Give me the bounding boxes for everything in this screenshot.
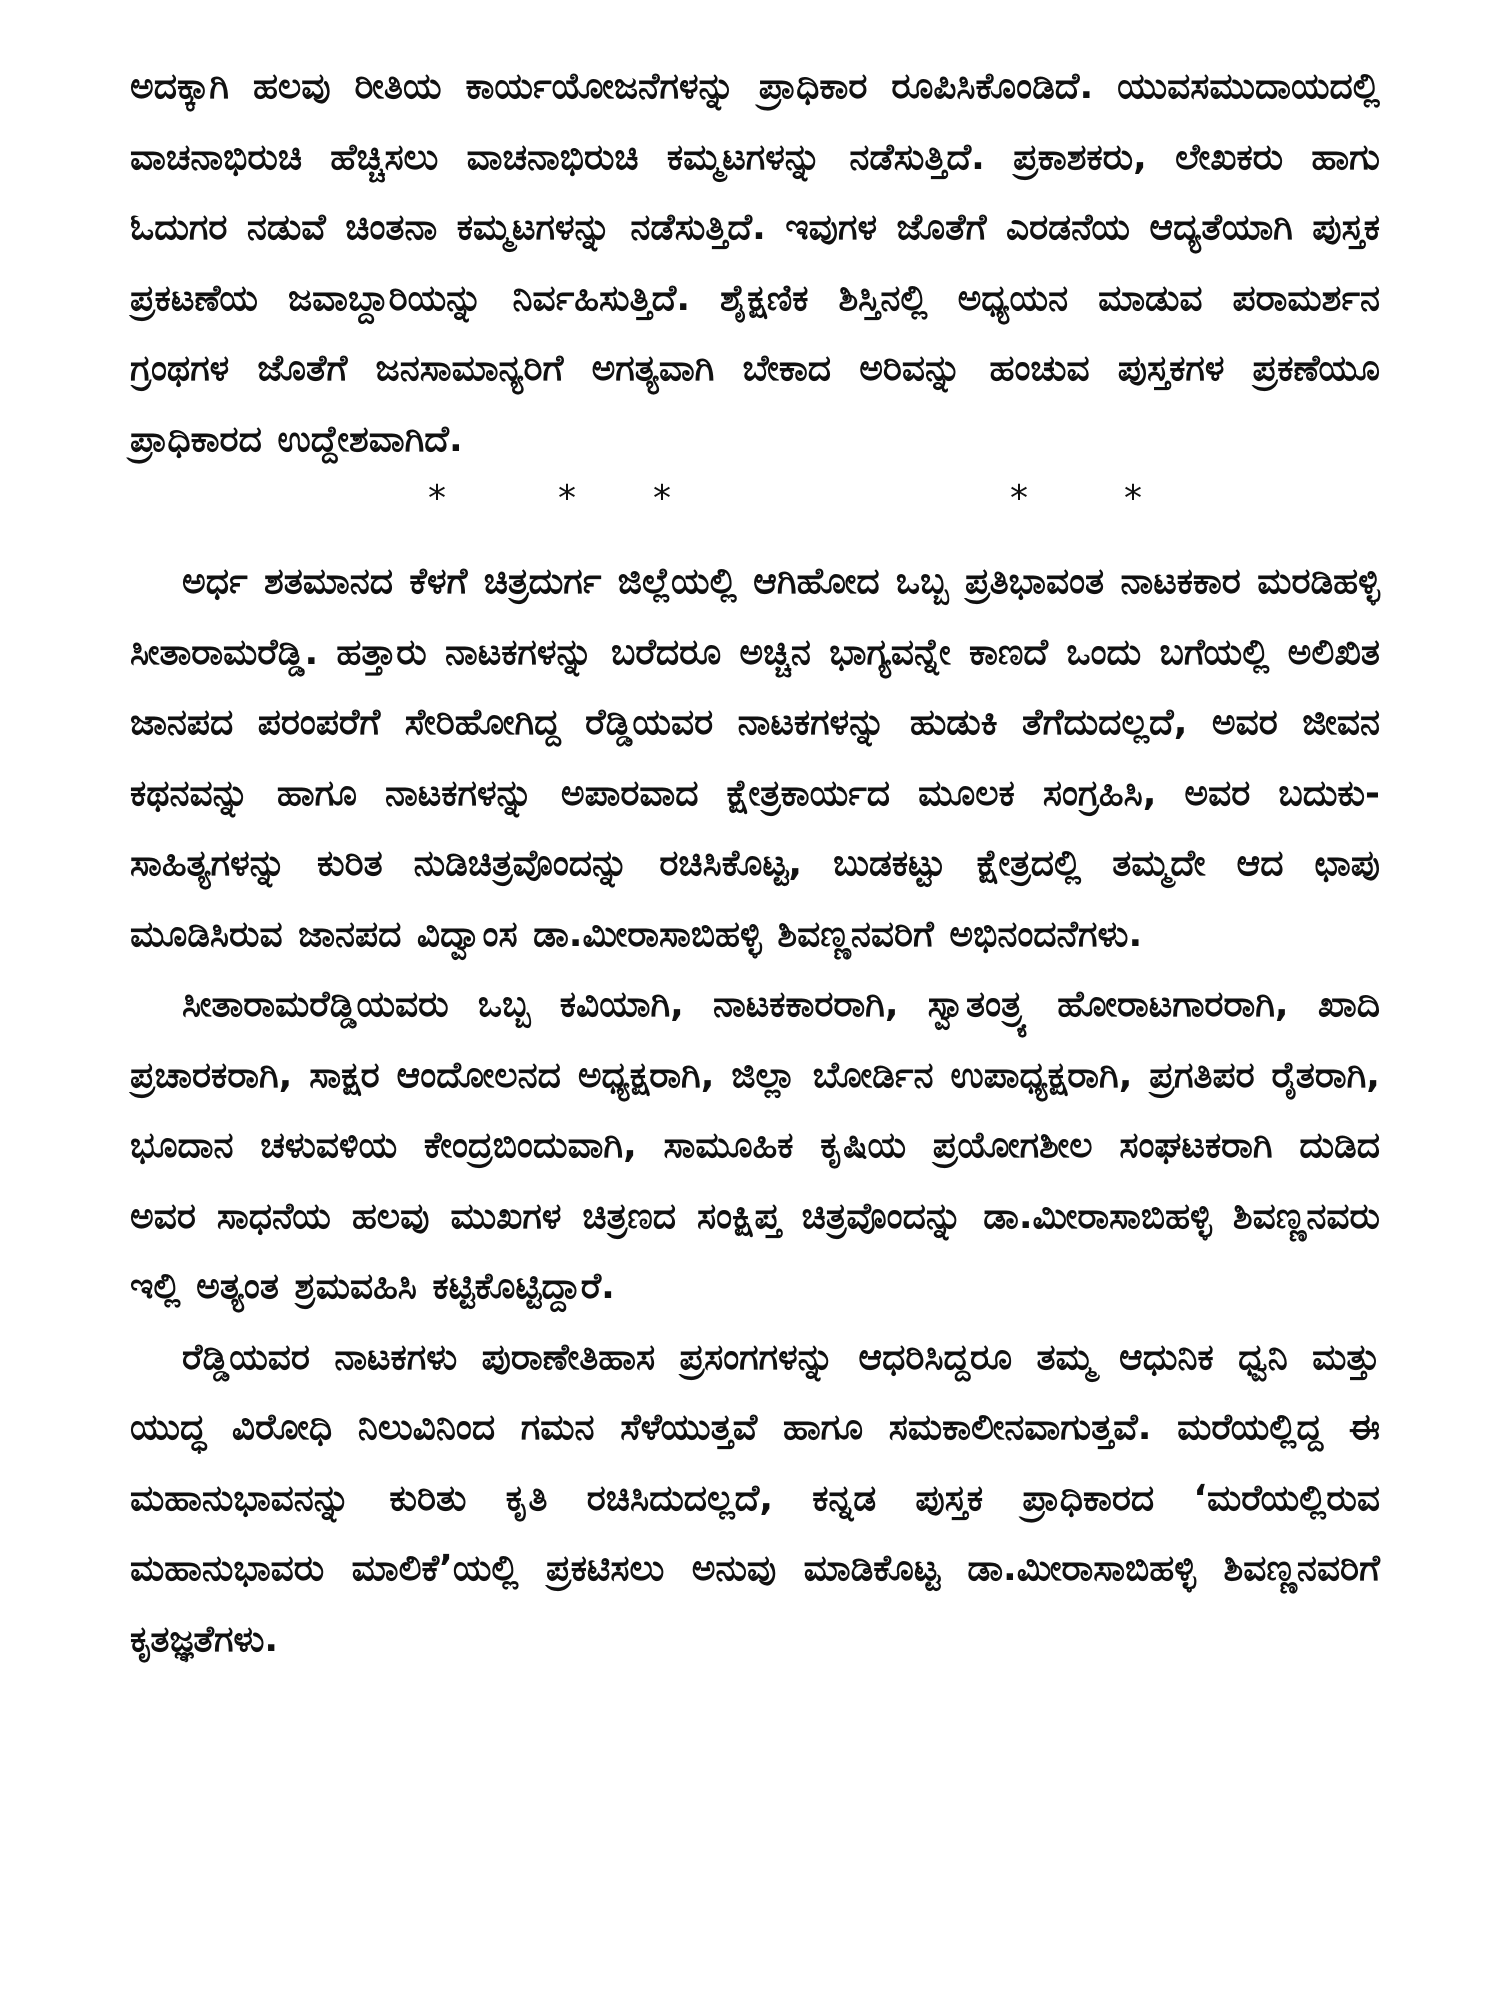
separator-star: * [1124,478,1142,519]
paragraph-about-playwright: ಅರ್ಧ ಶತಮಾನದ ಕೆಳಗೆ ಚಿತ್ರದುರ್ಗ ಜಿಲ್ಲೆಯಲ್ಲಿ ಆಗಿಹೋದ ಒಬ್ಬ ಪ್ರತಿಭಾವಂತ ನಾಟಕಕಾರ ಮರಡಿಹಳ್ಳಿ ಸೀತಾರಾಮರೆಡ್ಡಿ. ಹತ್ತಾರು ನಾಟಕಗಳನ್ನು ಬರೆದರೂ ಅಚ್ಚಿನ ಭಾಗ್ಯವನ್ನೇ ಕಾಣದೆ ಒಂದು ಬಗೆಯಲ್ಲಿ ಅಲಿಖಿತ ಜಾನಪದ ಪರಂಪರೆಗೆ ಸೇರಿಹೋಗಿದ್ದ ರೆಡ್ಡಿಯವರ ನಾಟಕಗಳನ್ನು ಹುಡುಕಿ ತೆಗೆದುದಲ್ಲದೆ, ಅವರ ಜೀವನ ಕಥನವನ್ನು ಹಾಗೂ ನಾಟಕಗಳನ್ನು ಅಪಾರವಾದ ಕ್ಷೇತ್ರಕಾರ್ಯದ ಮೂಲಕ ಸಂಗ್ರಹಿಸಿ, ಅವರ ಬದುಕು-ಸಾಹಿತ್ಯಗಳನ್ನು ಕುರಿತ ನುಡಿಚಿತ್ರವೊಂದನ್ನು ರಚಿಸಿಕೊಟ್ಟ, ಬುಡಕಟ್ಟು ಕ್ಷೇತ್ರದಲ್ಲಿ ತಮ್ಮದೇ ಆದ ಛಾಪು ಮೂಡಿಸಿರುವ ಜಾನಪದ ವಿದ್ವಾಂಸ ಡಾ.ಮೀರಾಸಾಬಿಹಳ್ಳಿ ಶಿವಣ್ಣನವರಿಗೆ ಅಭಿನಂದನೆಗಳು. [130,561,1380,955]
paragraph-gratitude: ರೆಡ್ಡಿಯವರ ನಾಟಕಗಳು ಪುರಾಣೇತಿಹಾಸ ಪ್ರಸಂಗಗಳನ್ನು ಆಧರಿಸಿದ್ದರೂ ತಮ್ಮ ಆಧುನಿಕ ಧ್ವನಿ ಮತ್ತು ಯುದ್ಧ ವಿರೋಧಿ ನಿಲುವಿನಿಂದ ಗಮನ ಸೆಳೆಯುತ್ತವೆ ಹಾಗೂ ಸಮಕಾಲೀನವಾಗುತ್ತವೆ. ಮರೆಯಲ್ಲಿದ್ದ ಈ ಮಹಾನುಭಾವನನ್ನು ಕುರಿತು ಕೃತಿ ರಚಿಸಿದುದಲ್ಲದೆ, ಕನ್ನಡ ಪುಸ್ತಕ ಪ್ರಾಧಿಕಾರದ ‘ಮರೆಯಲ್ಲಿರುವ ಮಹಾನುಭಾವರು ಮಾಲಿಕೆ’ಯಲ್ಲಿ ಪ್ರಕಟಿಸಲು ಅನುವು ಮಾಡಿಕೊಟ್ಟ ಡಾ.ಮೀರಾಸಾಬಿಹಳ್ಳಿ ಶಿವಣ್ಣನವರಿಗೆ ಕೃತಜ್ಞತೆಗಳು. [130,1336,1380,1660]
paragraph-intro: ಅದಕ್ಕಾಗಿ ಹಲವು ರೀತಿಯ ಕಾರ್ಯಯೋಜನೆಗಳನ್ನು ಪ್ರಾಧಿಕಾರ ರೂಪಿಸಿಕೊಂಡಿದೆ. ಯುವಸಮುದಾಯದಲ್ಲಿ ವಾಚನಾಭಿರುಚಿ ಹೆಚ್ಚಿಸಲು ವಾಚನಾಭಿರುಚಿ ಕಮ್ಮಟಗಳನ್ನು ನಡೆಸುತ್ತಿದೆ. ಪ್ರಕಾಶಕರು, ಲೇಖಕರು ಹಾಗು ಓದುಗರ ನಡುವೆ ಚಿಂತನಾ ಕಮ್ಮಟಗಳನ್ನು ನಡೆಸುತ್ತಿದೆ. ಇವುಗಳ ಜೊತೆಗೆ ಎರಡನೆಯ ಆದ್ಯತೆಯಾಗಿ ಪುಸ್ತಕ ಪ್ರಕಟಣೆಯ ಜವಾಬ್ದಾರಿಯನ್ನು ನಿರ್ವಹಿಸುತ್ತಿದೆ. ಶೈಕ್ಷಣಿಕ ಶಿಸ್ತಿನಲ್ಲಿ ಅಧ್ಯಯನ ಮಾಡುವ ಪರಾಮರ್ಶನ ಗ್ರಂಥಗಳ ಜೊತೆಗೆ ಜನಸಾಮಾನ್ಯರಿಗೆ ಅಗತ್ಯವಾಗಿ ಬೇಕಾದ ಅರಿವನ್ನು ಹಂಚುವ ಪುಸ್ತಕಗಳ ಪ್ರಕಣೆಯೂ ಪ್ರಾಧಿಕಾರದ ಉದ್ದೇಶವಾಗಿದೆ. [130,66,1380,460]
separator-star: * [558,478,576,519]
document-body [130,52,1380,1675]
section-separator [130,475,1380,547]
separator-star: * [428,478,446,519]
separator-star: * [653,478,671,519]
paragraph-achievements: ಸೀತಾರಾಮರೆಡ್ಡಿಯವರು ಒಬ್ಬ ಕವಿಯಾಗಿ, ನಾಟಕಕಾರರಾಗಿ, ಸ್ವಾತಂತ್ರ್ಯ ಹೋರಾಟಗಾರರಾಗಿ, ಖಾದಿ ಪ್ರಚಾರಕರಾಗಿ, ಸಾಕ್ಷರ ಆಂದೋಲನದ ಅಧ್ಯಕ್ಷರಾಗಿ, ಜಿಲ್ಲಾ ಬೋರ್ಡಿನ ಉಪಾಧ್ಯಕ್ಷರಾಗಿ, ಪ್ರಗತಿಪರ ರೈತರಾಗಿ, ಭೂದಾನ ಚಳುವಳಿಯ ಕೇಂದ್ರಬಿಂದುವಾಗಿ, ಸಾಮೂಹಿಕ ಕೃಷಿಯ ಪ್ರಯೋಗಶೀಲ ಸಂಘಟಕರಾಗಿ ದುಡಿದ ಅವರ ಸಾಧನೆಯ ಹಲವು ಮುಖಗಳ ಚಿತ್ರಣದ ಸಂಕ್ಷಿಪ್ತ ಚಿತ್ರವೊಂದನ್ನು ಡಾ.ಮೀರಾಸಾಬಿಹಳ್ಳಿ ಶಿವಣ್ಣನವರು ಇಲ್ಲಿ ಅತ್ಯಂತ ಶ್ರಮವಹಿಸಿ ಕಟ್ಟಿಕೊಟ್ಟಿದ್ದಾರೆ. [130,984,1380,1307]
separator-star: * [1010,478,1028,519]
